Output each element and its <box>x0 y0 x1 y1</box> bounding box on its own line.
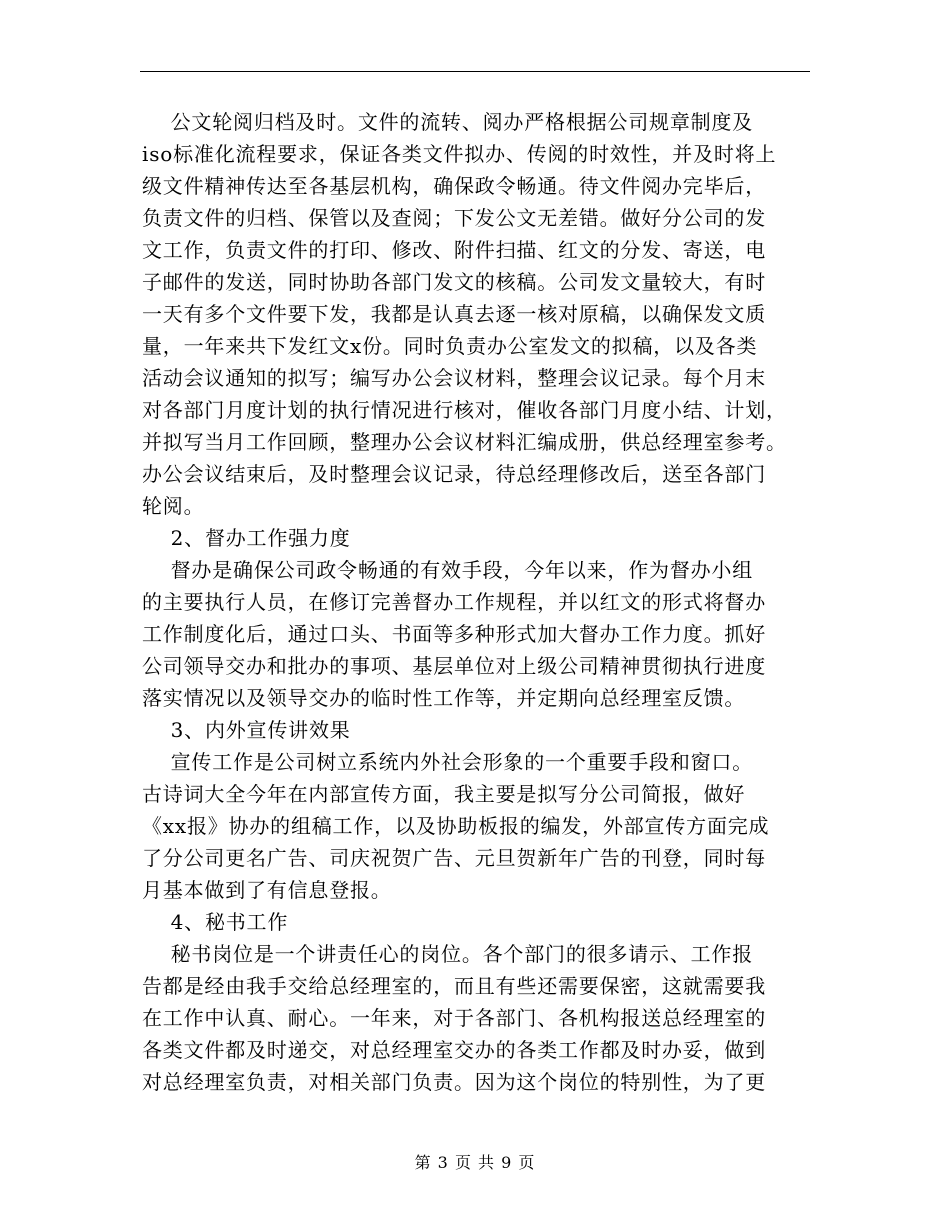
text-line: 4、秘书工作 <box>142 910 289 934</box>
text-line: 轮阅。 <box>142 494 205 518</box>
text-line: 量，一年来共下发红文x份。同时负责办公室发文的拟稿，以及各类 <box>142 334 758 358</box>
text-line: 负责文件的归档、保管以及查阅；下发公文无差错。做好分公司的发 <box>142 206 766 230</box>
text-line: 对总经理室负责，对相关部门负责。因为这个岗位的特别性，为了更 <box>142 1070 766 1094</box>
text-line: 并拟写当月工作回顾，整理办公会议材料汇编成册，供总经理室参考。 <box>142 430 787 454</box>
text-line: 3、内外宣传讲效果 <box>142 718 351 742</box>
text-line: 工作制度化后，通过口头、书面等多种形式加大督办工作力度。抓好 <box>142 622 766 646</box>
text-line: 一天有多个文件要下发，我都是认真去逐一核对原稿，以确保发文质 <box>142 302 766 326</box>
text-line: 《xx报》协办的组稿工作，以及协助板报的编发，外部宣传方面完成 <box>142 814 770 838</box>
text-line: 对各部门月度计划的执行情况进行核对，催收各部门月度小结、计划， <box>142 398 787 422</box>
text-line: 宣传工作是公司树立系统内外社会形象的一个重要手段和窗口。 <box>142 750 754 774</box>
text-line: 活动会议通知的拟写；编写办公会议材料，整理会议记录。每个月末 <box>142 366 766 390</box>
text-line: iso标准化流程要求，保证各类文件拟办、传阅的时效性，并及时将上 <box>142 142 777 166</box>
text-line: 办公会议结束后，及时整理会议记录，待总经理修改后，送至各部门 <box>142 462 766 486</box>
text-line: 秘书岗位是一个讲责任心的岗位。各个部门的很多请示、工作报 <box>142 942 754 966</box>
text-line: 子邮件的发送，同时协助各部门发文的核稿。公司发文量较大，有时 <box>142 270 766 294</box>
text-line: 文工作，负责文件的打印、修改、附件扫描、红文的分发、寄送，电 <box>142 238 766 262</box>
document-body <box>142 106 812 1098</box>
text-line: 公司领导交办和批办的事项、基层单位对上级公司精神贯彻执行进度 <box>142 654 766 678</box>
text-line: 的主要执行人员，在修订完善督办工作规程，并以红文的形式将督办 <box>142 590 766 614</box>
text-line: 月基本做到了有信息登报。 <box>142 878 392 902</box>
text-line: 告都是经由我手交给总经理室的，而且有些还需要保密，这就需要我 <box>142 974 766 998</box>
page-footer: 第 3 页 共 9 页 <box>414 1153 536 1172</box>
text-line: 了分公司更名广告、司庆祝贺广告、元旦贺新年广告的刊登，同时每 <box>142 846 766 870</box>
text-line: 各类文件都及时递交，对总经理室交办的各类工作都及时办妥，做到 <box>142 1038 766 1062</box>
text-line: 级文件精神传达至各基层机构，确保政令畅通。待文件阅办完毕后， <box>142 174 766 198</box>
text-line: 2、督办工作强力度 <box>142 526 351 550</box>
text-line: 督办是确保公司政令畅通的有效手段，今年以来，作为督办小组 <box>142 558 754 582</box>
text-line: 在工作中认真、耐心。一年来，对于各部门、各机构报送总经理室的 <box>142 1006 766 1030</box>
text-line: 公文轮阅归档及时。文件的流转、阅办严格根据公司规章制度及 <box>142 110 754 134</box>
header-rule <box>140 71 810 72</box>
text-line: 落实情况以及领导交办的临时性工作等，并定期向总经理室反馈。 <box>142 686 746 710</box>
text-line: 古诗词大全今年在内部宣传方面，我主要是拟写分公司简报，做好 <box>142 782 746 806</box>
